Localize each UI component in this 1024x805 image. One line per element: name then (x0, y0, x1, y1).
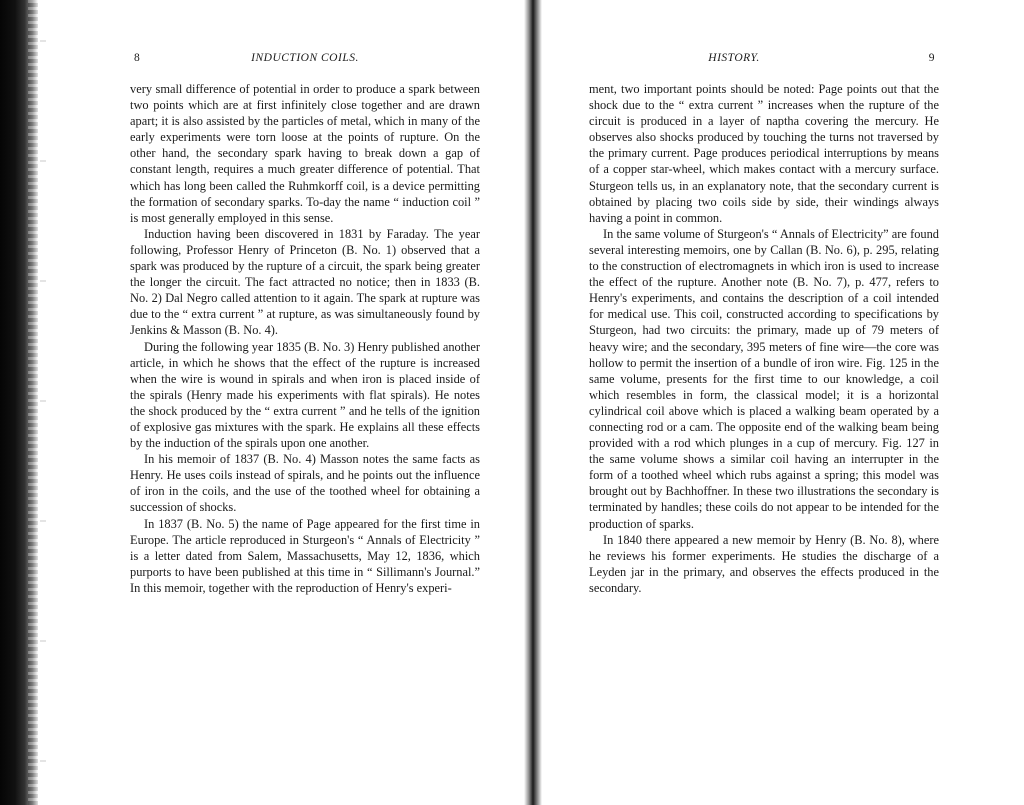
paragraph: In 1840 there appeared a new memoir by Henry (B. No. 8), where he reviews his former experiments. He studies the discharge of a Leyden jar in the primary, and observes the effects produced in the secondary. (589, 532, 939, 595)
left-page (130, 0, 480, 805)
running-head: INDUCTION COILS. (251, 52, 359, 64)
page-number: 8 (134, 52, 141, 64)
left-page-header (130, 52, 480, 70)
paragraph: During the following year 1835 (B. No. 3) Henry published another article, in which he shows that the effect of the rupture is increased when the wire is wound in spirals and when iron is placed inside of the spirals (Henry made his experiments with flat spirals). He notes the shock produced by the “ extra current ” and he tells of the ignition of explosive gas mixtures with the spark. He explains all these effects by the induction of the spirals upon one another. (130, 339, 480, 451)
center-gutter (524, 0, 542, 805)
right-page (589, 0, 939, 805)
right-page-header (589, 52, 939, 70)
paragraph: Induction having been discovered in 1831 by Faraday. The year following, Professor Henry of Princeton (B. No. 1) observed that a spark was produced by the rupture of a circuit, the spark being greater the longer the circuit. The fact attracted no notice; then in 1833 (B. No. 2) Dal Negro called attention to it again. The spark at rupture was due to the “ extra current ” at rupture, as was simultaneously found by Jenkins & Masson (B. No. 4). (130, 226, 480, 338)
page-number: 9 (928, 52, 935, 64)
paragraph: In 1837 (B. No. 5) the name of Page appeared for the first time in Europe. The article reproduced in Sturgeon's “ Annals of Electricity ” is a letter dated from Salem, Massachusetts, May 12, 1836, which purports to have been published at this time in “ Sillimann's Journal.” In this memoir, together with the reproduction of Henry's experi- (130, 516, 480, 595)
paragraph: In his memoir of 1837 (B. No. 4) Masson notes the same facts as Henry. He uses coils instead of spirals, and he points out the influence of iron in the coils, and the use of the toothed wheel for obtaining a succession of shocks. (130, 452, 480, 515)
paragraph: ment, two important points should be noted: Page points out that the shock due to the “ extra current ” increases when the rupture of the circuit is produced in a layer of naptha covering the mercury. He observes also shocks produced by touching the turns not traversed by the primary current. Page produces periodical interruptions by means of a copper star-wheel, which makes contact with a mercury surface. Sturgeon tells us, in an explanatory note, that the secondary current is obtained by placing two coils side by side, their windings always having a point in common. (589, 82, 939, 225)
binding-edge-left (0, 0, 38, 805)
paragraph: very small difference of potential in order to produce a spark between two points which are at first infinitely close together and are drawn apart; it is also assisted by the particles of metal, which in many of the early experiments were torn loose at the points of rupture. On the other hand, the secondary spark having to break down a gap of constant length, requires a much greater difference of potential. That which has long been called the Ruhmkorff coil, is a device permitting the formation of secondary sparks. To-day the name “ induction coil ” is most generally employed in this sense. (130, 82, 480, 225)
paragraph: In the same volume of Sturgeon's “ Annals of Electricity” are found several interesting memoirs, one by Callan (B. No. 6), p. 295, relating to the construction of electromagnets in which iron is used to increase the effect of the rupture. Another note (B. No. 7), p. 477, refers to Henry's experiments, and contains the description of a coil intended for medical use. This coil, constructed according to specifications by Sturgeon, had two circuits: the primary, made up of 79 meters of heavy wire; and the secondary, 395 meters of fine wire—the core was hollow to permit the insertion of a bundle of iron wire. Fig. 125 in the same volume, presents for the first time to our knowledge, a coil which resembles in form, the classical model; it is a horizontal cylindrical coil above which is placed a walking beam operated by a connecting rod or a cam. The opposite end of the walking beam being provided with a rod which plunges in a cup of mercury. Fig. 127 in the same volume shows a similar coil having an interrupter in the form of a toothed wheel which rubs against a spring; this model was brought out by Bachhoffner. In these two illustrations the secondary is terminated by handles; these coils do not appear to be intended for the production of sparks. (589, 226, 939, 531)
left-page-body (130, 81, 480, 596)
running-head: HISTORY. (708, 52, 760, 64)
right-page-body (589, 81, 939, 596)
scan-artifacts (40, 0, 46, 805)
